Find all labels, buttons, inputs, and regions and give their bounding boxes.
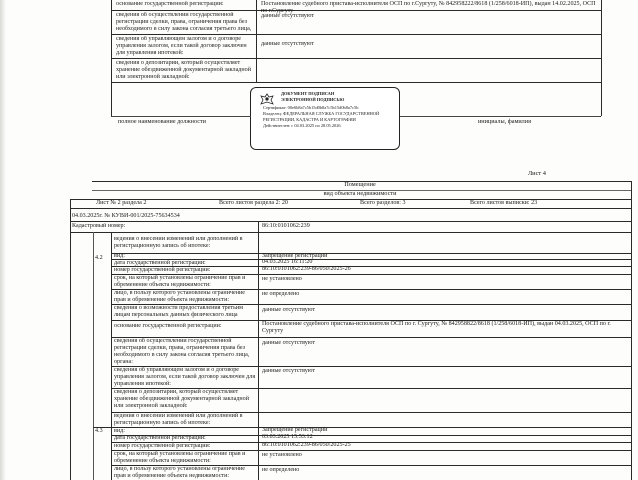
entry-row-label: лицо, в пользу которого установлены ограничение прав и обременение объекта недвижимости: <box>114 466 245 479</box>
cadastral-label: Кадастровый номер: <box>72 223 126 229</box>
entry-row-label: срок, на который установлены ограничение прав и обременение объекта недвижимости: <box>114 275 246 288</box>
document-number: 04.03.2025г. № КУВИ-001/2025-75634534 <box>72 213 180 219</box>
stamp-line: РЕГИСТРАЦИИ, КАДАСТРА И КАРТОГРАФИИ <box>263 117 356 122</box>
scan-edge-shadow <box>0 0 6 480</box>
stamp-line: ЭЛЕКТРОННОЙ ПОДПИСЬЮ <box>281 97 345 102</box>
top-row-label: сведения об управляющем залогом и о договоре управления залогом, если такой договор заключен для управления ипотекой: <box>116 36 247 56</box>
entry-row-label: сведения о возможности предоставления третьим лицам персональных данных физического лица <box>114 305 243 318</box>
section-label: Лист № 2 раздела 2 <box>96 200 147 206</box>
top-row-value: данные отсутствуют <box>261 41 314 47</box>
entry-row-value: не определено <box>262 291 300 297</box>
stamp-line: Владелец: ФЕДЕРАЛЬНАЯ СЛУЖБА ГОСУДАРСТВЕННОЙ <box>263 111 380 116</box>
top-row-label: сведения об осуществлении государственной регистрации сделки, права, ограничения права без необходимого в силу закона согласия третьего лица, <box>116 12 252 32</box>
entry-number: 4.3 <box>95 428 103 434</box>
object-type-title: Помещение <box>344 181 376 188</box>
entry-row-value: не установлено <box>262 452 302 458</box>
entry-row-value: 86:10:0101062:239-86/050/2025-26 <box>262 266 351 272</box>
entry-row-label: вид: <box>114 428 125 434</box>
entry-row-value: 86:10:0101062:239-86/050/2025-25 <box>262 442 351 448</box>
entry-row-label: сведения о депозитарии, который осуществляет хранение обездвиженной документарной закладной или электронной закладной: <box>114 389 249 409</box>
entry-row-label: сведения об осуществлении государственной регистрации сделки, права, ограничения права без необходимого в силу закона согласия третьего лица, органа: <box>114 338 250 365</box>
position-caption: полное наименование должности <box>118 118 206 125</box>
entry-row-value: не определено <box>262 467 300 473</box>
sheet-number: Лист 4 <box>527 170 546 177</box>
entry-number: 4.2 <box>95 255 103 261</box>
entry-row-label: лицо, в пользу которого установлены ограничение прав и обременение объекта недвижимости: <box>114 290 245 303</box>
entry-row-value: 03.03.2025 15:53:12 <box>262 434 313 440</box>
entry-row-value: 04.03.2025 16:11:20 <box>262 259 313 265</box>
entry-row-label: срок, на который установлены ограничение прав и обременение объекта недвижимости: <box>114 451 246 464</box>
cadastral-number: 86:10:0101062:239 <box>262 223 310 229</box>
sections-total: Всего разделов: 3 <box>360 200 406 206</box>
entry-row-value: данные отсутствуют <box>262 340 315 346</box>
entry-row-value: Запрещение регистрации <box>262 427 328 433</box>
entry-row-value: данные отсутствуют <box>262 368 315 374</box>
entry-row-label: дата государственной регистрации: <box>114 260 206 266</box>
entry-row-value: не установлено <box>262 276 302 282</box>
sheets-in-section: Всего листов раздела 2: 20 <box>219 200 288 206</box>
entry-row-value: Запрещение регистрации <box>262 253 328 259</box>
top-row-value: данные отсутствуют <box>261 13 314 19</box>
stamp-line: ДОКУМЕНТ ПОДПИСАН <box>281 91 335 96</box>
sheets-total: Всего листов выписки: 23 <box>470 200 538 206</box>
entry-row-label: ведения о внесении изменений или дополнений в регистрационную запись об ипотеке: <box>114 236 243 249</box>
top-row-label: сведения о депозитарии, который осуществляет хранение обездвиженной документарной закладной или электронной закладной: <box>116 60 251 80</box>
name-caption: инициалы, фамилия <box>478 118 531 125</box>
top-row-label: основание государственной регистрации: <box>116 1 224 7</box>
top-row-value <box>261 62 561 71</box>
entry-row-label: основание государственной регистрации: <box>114 323 222 329</box>
electronic-signature-stamp <box>250 87 400 150</box>
entry-row-label: вид: <box>114 253 125 259</box>
entry-row-label: ведения о внесении изменений или дополнений в регистрационную запись об ипотеке: <box>114 413 243 426</box>
entry-row-value: Постановление судебного пристава-исполнителя ОСП по г. Сургуту, № 842958822/8618 (1/258/6018-ИП), выдан 04.03.2025, ОСП по г. Сургуту <box>262 321 611 334</box>
entry-row-value: данные отсутствуют <box>262 307 315 313</box>
stamp-line: Действителен: с 04.03.2025 по 28.05.2026 <box>263 123 341 128</box>
entry-row-label: дата государственной регистрации: <box>114 435 206 441</box>
stamp-line: Сертификат: 00e6b8a7c5b15d0b8a7c5b15d0b8a7c5b <box>263 105 359 110</box>
top-row-value: Постановление судебного пристава-исполнителя ОСП по г.Сургуту, № 842958222/8618 (1/258/6018-ИП), выдан 14.02.2025, ОСП по г.Сургуту <box>261 1 596 14</box>
object-type-caption: вид объекта недвижимости <box>323 190 397 197</box>
entry-row-label: сведения об управляющем залогом и о договоре управления залогом, если такой договор заключен для управления ипотекой: <box>114 367 256 387</box>
entry-row-label: номер государственной регистрации: <box>114 267 211 273</box>
entry-row-label: номер государственной регистрации: <box>114 443 211 449</box>
